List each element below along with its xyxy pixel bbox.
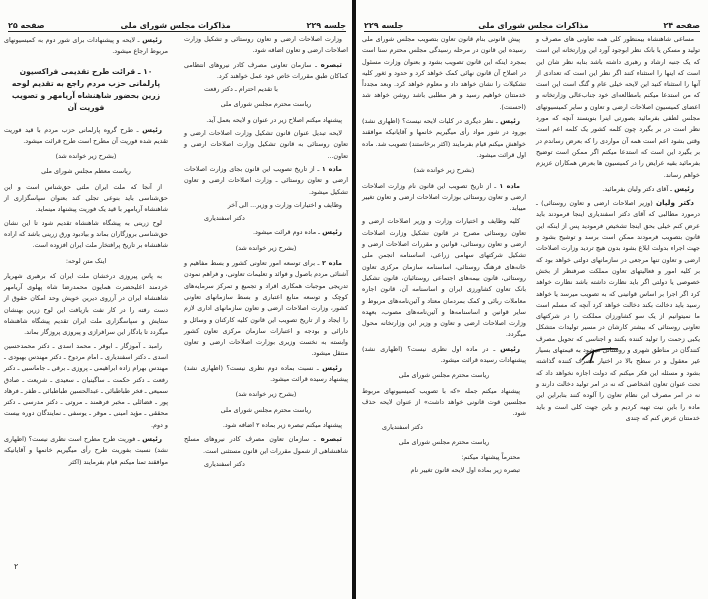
- speaker-name: رئیس: [322, 362, 342, 372]
- session-label: جلسه ۲۲۹: [306, 21, 346, 30]
- paragraph: [362, 34, 526, 113]
- paragraph: [184, 433, 348, 457]
- paragraph-text: پیش قانونی بنام قانون تعاون بتصویب مجلس شورای ملی رسیده این قانون در مرحله رسیدگی مجلس محترم سنا است بمجرد اینکه این قانون تصویب بشود و بعنوان وزارت مسئول در اصلاح آن قانون نهائی کمک خواهد کرد و حدود و ثغور کلیه تشکیلات را نشان خواهد داد و معلوم خواهد کرد. وبعد مجدداً خدمتتان خواهیم رسید و هر مطلبی باشد روشن خواهد شد (احسنت).: [362, 35, 526, 111]
- paragraph-text: ـ سازمان تعاونی مصرف کادر نیروهای انتظامی کماکان طبق مقررات خاص خود عمل خواهند کرد.: [184, 60, 348, 80]
- paragraph: [536, 34, 700, 181]
- speaker-name: دکتر ولیان: [656, 198, 694, 208]
- paragraph: [184, 164, 348, 198]
- paragraph-text: ـ برای توسعه امور تعاونی کشور و بسط مفاهیم و آشنائی مردم باصول و فوائد و تعلیمات تعاونی، و فراهم نمودن تدریجی موجبات همکاری افراد و تجمیع و تمرکز سرمایه‌های کوچک و توسعه منابع اعتباری و بسط سازمانهای تعاونی کشور، وزارت اصلاحات ارضی و تعاون سازمانهای اداری لازم را ایجاد و از تاریخ تصویب این قانون کلیه کارکنان و وسائل و دارائی و بودجه و اعتبارات سازمان مرکزی تعاون کشور وابسته به نخست وزیری بوزارت اصلاحات ارضی و تعاون منتقل میشود.: [184, 259, 348, 358]
- centered-note: ریاست محترم مجلس شورای ملی: [398, 371, 490, 380]
- paragraph: [362, 386, 526, 420]
- paragraph: [4, 182, 168, 216]
- speaker-name: رئیس: [142, 35, 162, 44]
- paragraph: [4, 34, 168, 58]
- paragraph-text: ـ از تاریخ تصویب این قانون نام وزارت اصلاحات ارضی و تعاون روستائی بوزارت اصلاحات ارضی و تعاون تغییر مییابد.: [362, 181, 526, 213]
- journal-title: مذاکرات مجلس شورای ملی: [478, 21, 589, 30]
- speaker-name: رئیس: [142, 124, 162, 134]
- paragraph: [362, 452, 526, 463]
- centered-note: (بشرح زیر خوانده شد): [413, 166, 475, 175]
- paragraph: [184, 34, 348, 57]
- speaker-name: تبصره: [320, 59, 342, 69]
- paragraph-text: (وزیر اصلاحات ارضی و تعاون روستائی) ـ درمورد مطالبی که آقای دکتر اسفندیاری اینجا فرمودند باید عرض کنم خیلی بحق اینجا تشخیص فرمودید پس از اینکه این قانون بتصویب فرمودند ممکن است برسد و توشیح بشود و جهت اجراء بدولت ابلاغ بشود بدون هیچ تردید وزارت اصلاحات ارضی و تعاون تنها مرجعی در سازمانهای دولتی خواهد بود که بر کلیه امور و فعالیتهای تعاون مملکت صرفنظر از بخش خصوصی یا دولتی اگر باید نظارت داشته باشد نظارت خواهد کرد اگر اجرا بر اساس قوانینی که به تصویب میرسد یا خواهد رسید باید دخالت بکند دخالت خواهد کرد آنچه که مسلم است ما نمیتوانیم از یک سو کشاورزان مملکت را در شرکتهای تعاونی روستائی که بیشتر کارشان در مسیر تولیدات متشکل یکبی زحمت را تولید کننده بکنند و اجناسی که تحویل مصرف کنندگان در مناطق شهری و روستائی میشود به قیمتهای بسیار غیر معقول و در سطح بالا در اختیار مصرف کننده گذاشته بشود و مسئله این فکر میکنم که دولت اجازه نخواهد داد که تحت عنوان تعاون اشخاصی که نه در امر تولید دخالت دارند و نه در امر مصرف این نظام تعاون را آلوده کنند بنابراین این ماده را باین نیت تهیه کردیم و باین جهت کلی است و باید خدمتتان عرض کنم که چندی: [536, 199, 700, 422]
- paragraph: [362, 115, 526, 161]
- paragraph-text: ـ سازمان تعاون مصرف کادر نیروهای مسلح شاهنشاهی از شمول مقررات این قانون مستثنی است.: [184, 435, 348, 455]
- paragraph: [184, 362, 348, 386]
- centered-note: (بشرح زیر خوانده شد): [235, 390, 297, 399]
- paragraph-text: پیشنهاد میکنم اصلاح زیر در عنوان و لایحه بعمل آید.: [206, 115, 342, 124]
- article-label: ماده ۱: [499, 181, 521, 190]
- handwritten-pen-mark: [580, 346, 620, 364]
- paragraph-text: کلیه وظایف و اختیارات وزارت و وزیر اصلاحات ارضی و تعاون روستائی مصرح در قانون تشکیل وزارت اصلاحات ارضی و تعاون روستائی، قوانین و مقررات اصلاحات ارضی و تشکیل شرکتهای سهامی زراعی، اساسنامه انجمن ملی خانه‌های فرهنگ روستائی، اساسنامه سازمان مرکزی تعاون روستائی، قانون بیمه‌های اجتماعی روستائیان، قانون تشکیل بانک تعاون کشاورزی ایران و اساسنامه آن، قانون اجاره معاملات ربائی و کمک بمردمان معتاد و آئین‌نامه‌های مربوط و سایر قوانین و اساسنامه‌ها و آئین‌نامه‌های مصوب، بعهده وزارت اصلاحات ارضی و تعاون و وزیر این وزارتخانه محول میگردد.: [362, 217, 526, 339]
- speaker-name: رئیس: [142, 434, 162, 444]
- paragraph: [4, 218, 168, 252]
- paragraph: [536, 197, 700, 424]
- paragraph-text: به پاس پیروزی درخشان ملت ایران که برهبری شهریار خردمند اعلیحضرت همایون محمدرضا شاه پهلوی آریامهر شاهنشاه ایران در آرزوی دیرین خویش وحد امکان حقوق از دست رفته را در کار نفت بازیافت این لوح زرین بهنشان ستایش و سپاسگزاری ملت ایران تقدیم پیشگاه شاهنشاه میگردد تا یادگار این سرافرازی و پیروزی پروزگار بماند.: [4, 271, 168, 337]
- paragraph-text: ـ نسبت بماده دوم نظری نیست؟ (اظهاری نشد) پیشنهاد رسیده قرائت میشود.: [184, 363, 348, 384]
- article-label: ماده ۱: [321, 164, 343, 173]
- paragraph: [4, 341, 168, 431]
- paragraph-text: ـ فوریت طرح مطرح است نظری نیست؟ (اظهاری نشد) نسبت بفوریت طرح رأی میگیریم خانمها و آقایانیکه موافقند تمنا میکنم قیام بفرمایند (اکثر: [4, 435, 168, 466]
- centered-note: ریاست محترم مجلس شورای ملی: [220, 405, 312, 414]
- paragraph-text: ـ آقای دکتر ولیان بفرمائید.: [602, 184, 675, 193]
- centered-note: (بشرح زیر خوانده شد): [55, 152, 117, 161]
- section-heading: ۱۰ ـ قرائت طرح تقدیمی فراکسیون پارلمانی حزب مردم راجع به تقدیم لوحه زرین بحضور شاهنشاه آریامهر و تصویب فوریت آن: [11, 66, 161, 112]
- speaker-name: رئیس: [674, 183, 694, 193]
- paragraph: [362, 216, 526, 340]
- speaker-name: رئیس: [500, 343, 520, 353]
- paragraph: [362, 465, 526, 476]
- right-page: [356, 0, 708, 599]
- left-page-header: [8, 18, 346, 32]
- centered-note: ریاست محترم مجلس شورای ملی: [398, 437, 490, 446]
- paragraph: [184, 420, 348, 431]
- article-label: ماده ۲: [321, 259, 342, 268]
- paragraph-text: مساعی شاهنشاه بیمنظور کلی همه تعاونی های مصرف و تولید و مسکن یا بانک نظر ابوجود آورد این وزارتخانه این است که یک جنبه ارشاد و رهبری داشته باشد بنابه نظر شان این است که اینها را استثناء کنند اگر نظر این است که تعدادی از آنها را استثناء کنید این لایحه خیلی عام و گنگ است این است که من استدعا میکنم بامطالعه‌ای خود جناب‌عالی وزارتخانه و اعضای کمیسیون اصلاحات ارضی و تعاون و سایر کمیسیونهای مجلس لطفی بفرمائید بصورتی اینرا بنویسند آنچه که مورد نظر است در بر بگیرد چون کلمه کشور یک کلمه اعم است وقتی بشود اعم است همه آن مواردی را که بعرض رساندم در بر بگیرد این است که استدعا میکنم اگر ممکن است توضیح بفرمائید بقیه عرایض را در کمیسیون ها بعرض همکاران عزیزم خواهم رساند.: [536, 35, 700, 179]
- centered-note: ریاست معظم مجلس شورای ملی: [41, 167, 131, 176]
- paragraph: [4, 124, 168, 148]
- paragraph-text: ـ ماده دوم قرائت میشود.: [252, 228, 323, 237]
- paragraph-text: لوح زرینی به پیشگاه شاهنشاه تقدیم شود تا این نشان حق‌شناسی بروزگاران بماند و بیادبود ورق زرینی باشد که اراده شاهنشاه بر تاریخ پرافتخار ملت ایران افزوده است.: [4, 218, 168, 250]
- paragraph: [184, 115, 348, 126]
- paragraph-text: از آنجا که ملت ایران ملتی حق‌شناس است و این حق‌شناسی باید بنوعی تجلی کند بعنوان سپاسگزاری از شاهنشاه آریامهر با قید یک فوریت پیشنهاد مینماید.: [4, 182, 168, 214]
- page-number-mark: ۲: [14, 562, 19, 571]
- paragraph: [184, 226, 348, 238]
- paragraph-text: ـ در ماده اول نظری نیست؟ (اظهاری نشد) پیشنهادات رسیده قرائت میشود.: [362, 344, 526, 365]
- journal-title: مذاکرات مجلس شورای ملی: [120, 21, 231, 30]
- left-page-column-left: [184, 34, 348, 472]
- paragraph: [184, 258, 348, 360]
- speaker-name: رئیس: [500, 116, 520, 126]
- centered-note: اینک متن لوحه:: [65, 256, 107, 265]
- paragraph-text: ـ از تاریخ تصویب این قانون بجای وزارت اصلاحات ارضی و تعاون روستائی ـ وزارت اصلاحات ارضی و تعاون تشکیل میشود.: [184, 164, 348, 196]
- right-page-column-left: [362, 34, 526, 479]
- centered-note: (بشرح زیر خوانده شد): [235, 243, 297, 252]
- paragraph-text: رامبد ـ آموزگار ـ ابوفر ـ محمد اسدی ـ دکتر محمدحسین اسدی ـ دکتر اسفندیاری ـ امام مردوخ ـ دکتر مهندس بهبودی ـ مهندس بهرام زاده ابراهیمی ـ پروزی ـ برقی ـ جاماسبی ـ دکتر رفعت ـ دکتر حکمت ـ ساگینیان ـ سعیدی ـ شریعت ـ صادق سمیعی ـ فخر طباطبائی ـ عبدالحسین طباطبائی ـ ظفر ـ فرهاد پور ـ فضائلی ـ مخبر فرهمند ـ مروتی ـ دکتر مدرسی ـ دکتر محققی ـ مؤید امینی ـ موقر ـ یوسفی ـ نمایندگان دوره بیست و دوم.: [4, 341, 168, 429]
- paragraph-text: لایحه تبدیل عنوان قانون تشکیل وزارت اصلاحات ارضی و تعاون روستائی به قانون تشکیل وزارت اصلاحات ارضی و تعاون...: [184, 129, 348, 160]
- signature: دکتر اسفندیاری: [204, 214, 245, 223]
- speaker-name: تبصره: [320, 434, 342, 444]
- paragraph: [4, 271, 168, 339]
- session-label: جلسه ۲۲۹: [364, 21, 404, 30]
- paragraph: [4, 433, 168, 468]
- right-page-header: [364, 18, 700, 32]
- centered-note: ریاست محترم مجلس شورای ملی: [220, 100, 312, 109]
- paragraph-text: ـ طرح گروه پارلمانی حزب مردم با قید فوریت تقدیم شده فوریت آن مطرح است طرح قرائت میشود.: [4, 125, 168, 145]
- paragraph-text: محترماً پیشنهاد میکنم:: [461, 453, 520, 462]
- paragraph-text: وزارت اصلاحات ارضی و تعاون روستائی و تشکیل وزارت اصلاحات ارضی و تعاون اضافه شود.: [184, 35, 348, 55]
- paragraph-text: وظایف و اختیارات وزارت و وزیر... الی آخر: [227, 200, 342, 209]
- signature: با تقدیم احترام ـ دکتر رفعت: [204, 85, 278, 94]
- page-label: صفحه ۲۵: [8, 21, 45, 30]
- paragraph: [184, 200, 348, 211]
- paragraph-text: ـ لایحه و پیشنهادات برای شور دوم به کمیسیونهای مربوط ارجاع میشود.: [4, 36, 168, 56]
- paragraph-text: ـ نظر دیگری در کلیات لایحه نیست؟ (اظهاری نشد) بورود در شور مواد رأی میگیریم خانمها و آقایانیکه موافقند خواهش میکنم قیام بفرمایند (اکثر برخاستند) تصویب شد. ماده اول قرائت میشود.: [362, 117, 526, 159]
- page-label: صفحه ۲۴: [663, 21, 700, 30]
- paragraph: [184, 59, 348, 83]
- signature: دکتر اسفندیاری: [382, 422, 423, 431]
- paragraph: [184, 128, 348, 162]
- paragraph: [536, 183, 700, 195]
- right-page-column-right: [536, 34, 700, 426]
- paragraph-text: پیشنهاد میکنم تبصره زیر بماده ۲ اضافه شود.: [222, 420, 342, 429]
- paragraph: [362, 181, 526, 215]
- paragraph-text: تبصره زیر بماده اول لایحه قانون تغییر نام: [410, 466, 520, 475]
- paragraph-text: پیشنهاد میکنم جمله «که با تصویب کمیسیونهای مربوط مجلسین قوت قانونی خواهد داشت» از عنوان لایحه حذف شود.: [362, 386, 526, 418]
- paragraph: [362, 343, 526, 367]
- left-page-column-right: [4, 34, 168, 470]
- speaker-name: رئیس: [322, 227, 342, 237]
- signature: دکتر اسفندیاری: [204, 459, 245, 468]
